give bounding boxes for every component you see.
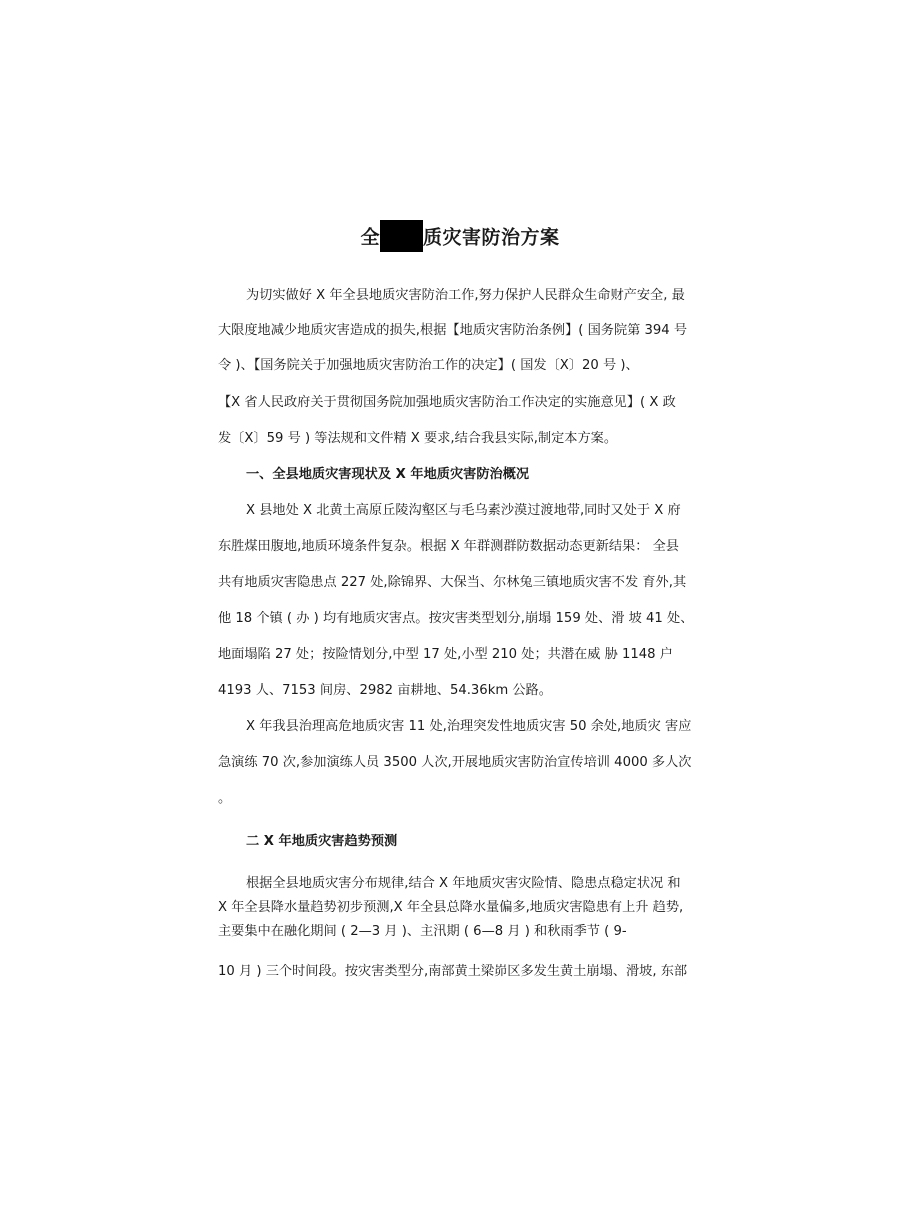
paragraph-line: 发〔X〕59 号 ) 等法规和文件精 X 要求,结合我县实际,制定本方案。 [218, 431, 618, 446]
paragraph-line: 地面塌陷 27 处；按险情划分,中型 17 处,小型 210 处；共潜在威 胁 1148 户 [218, 647, 673, 662]
document-title [0, 222, 920, 254]
paragraph-line: 急演练 70 次,参加演练人员 3500 人次,开展地质灾害防治宣传培训 4000 多人次 [218, 755, 692, 770]
paragraph-line: 。 [218, 791, 232, 806]
section-heading: 二 X 年地质灾害趋势预测 [246, 834, 398, 849]
paragraph-line: X 年我县治理高危地质灾害 11 处,治理突发性地质灾害 50 余处,地质灾 害应 [246, 719, 692, 734]
section-heading: 一、全县地质灾害现状及 X 年地质灾害防治概况 [246, 467, 530, 482]
paragraph-line: 大限度地减少地质灾害造成的损失,根据【地质灾害防治条例】( 国务院第 394 号 [218, 323, 688, 338]
paragraph-line: 共有地质灾害隐患点 227 处,除锦界、大保当、尔林兔三镇地质灾害不发 育外,其 [218, 575, 687, 590]
paragraph-line: X 县地处 X 北黄土高原丘陵沟壑区与毛乌素沙漠过渡地带,同时又处于 X 府 [246, 503, 681, 518]
paragraph-line: 为切实做好 X 年全县地质灾害防治工作,努力保护人民群众生命财产安全, 最 [246, 288, 685, 303]
title-text-end: 质灾害防治方案 [423, 226, 560, 249]
paragraph-line: 10 月 ) 三个时间段。按灾害类型分,南部黄土梁峁区多发生黄土崩塌、滑坡, 东部 [218, 964, 688, 979]
paragraph-line: X 年全县降水量趋势初步预测,X 年全县总降水量偏多,地质灾害隐患有上升 趋势, [218, 900, 684, 915]
paragraph-line: 主要集中在融化期间 ( 2—3 月 )、主汛期 ( 6—8 月 ) 和秋雨季节 ( 9- [218, 924, 627, 939]
title-text-start: 全 [360, 226, 380, 249]
paragraph-line: 4193 人、7153 间房、2982 亩耕地、54.36km 公路。 [218, 683, 552, 698]
paragraph-line: 东胜煤田腹地,地质环境条件复杂。根据 X 年群测群防数据动态更新结果： 全县 [218, 539, 679, 554]
paragraph-line: 他 18 个镇 ( 办 ) 均有地质灾害点。按灾害类型划分,崩塌 159 处、滑 坡 41 处、 [218, 611, 694, 626]
paragraph-line: 【X 省人民政府关于贯彻国务院加强地质灾害防治工作决定的实施意见】( X 政 [218, 395, 676, 410]
redaction-block: 县地 [380, 220, 423, 252]
paragraph-line: 令 )、【国务院关于加强地质灾害防治工作的决定】( 国发〔X〕20 号 )、 [218, 358, 639, 373]
paragraph-line: 根据全县地质灾害分布规律,结合 X 年地质灾害灾险情、隐患点稳定状况 和 [246, 876, 681, 891]
